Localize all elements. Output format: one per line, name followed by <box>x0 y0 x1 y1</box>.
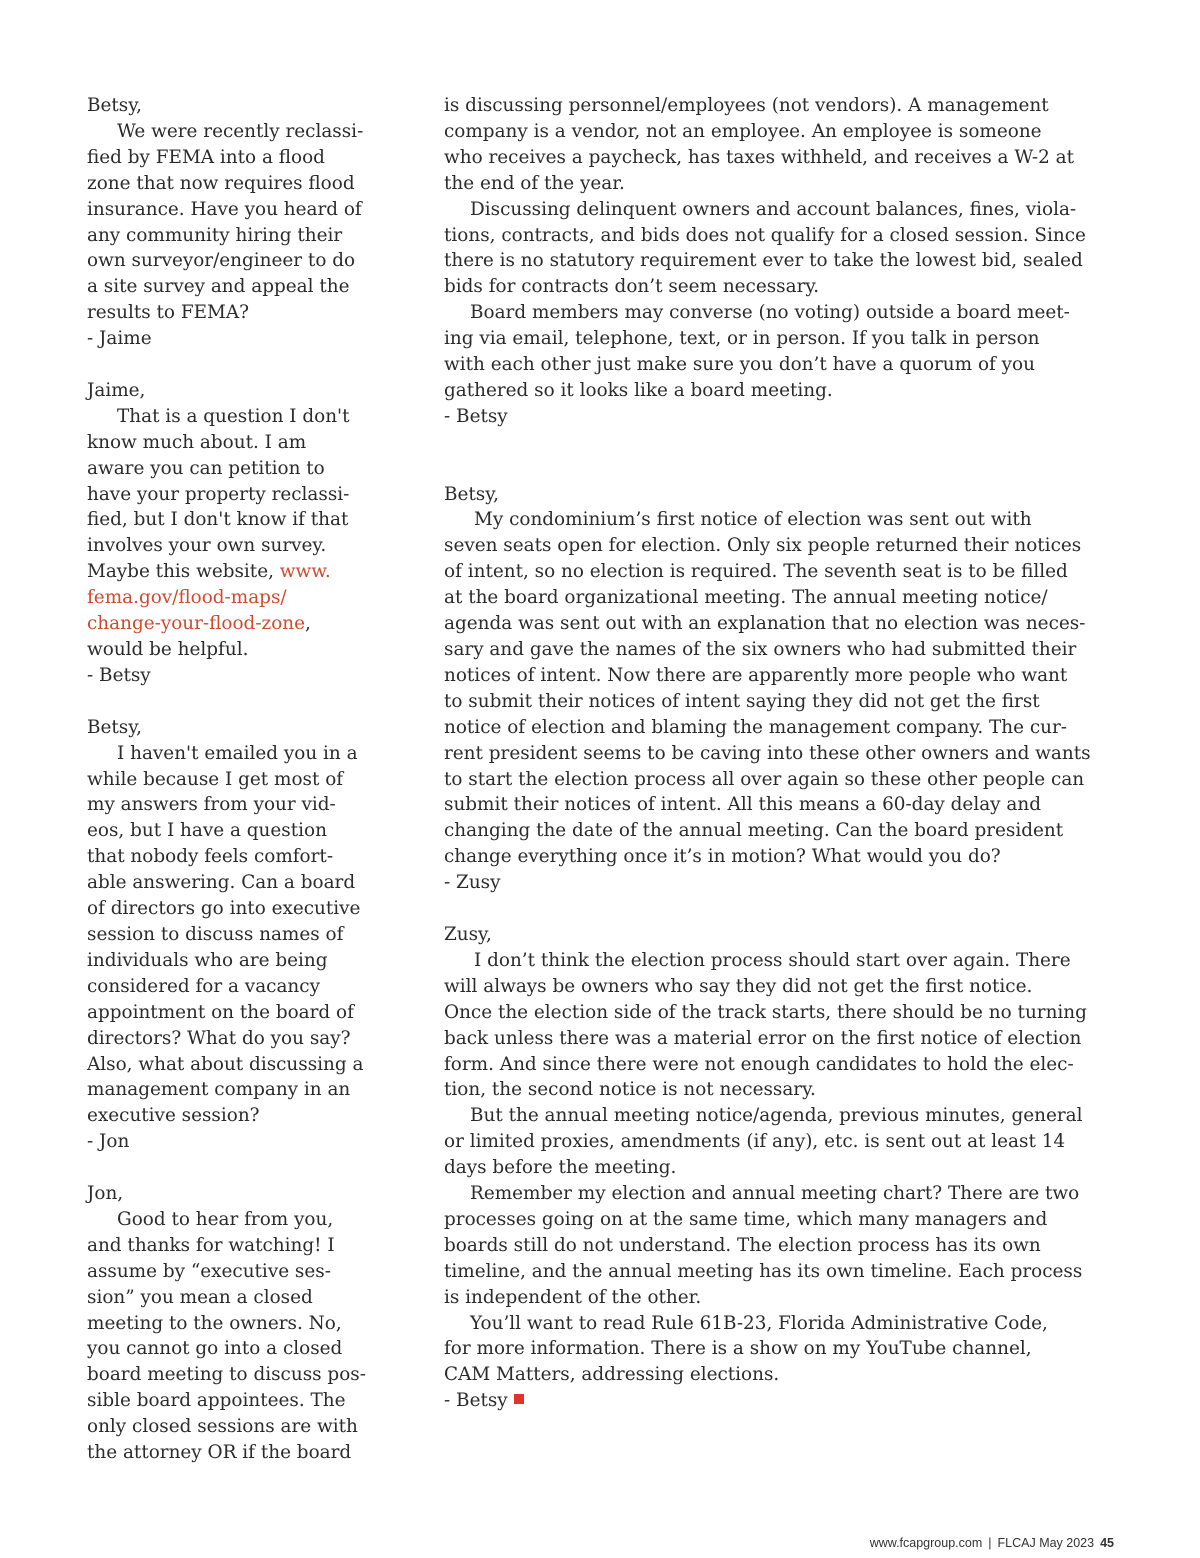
text-line: I don’t think the election process should start over again. There <box>474 949 1071 971</box>
letter-signature: - Jon <box>87 1131 130 1153</box>
text-span: Maybe this website, <box>87 561 280 583</box>
text-line: to start the election process all over again so these other people can <box>444 768 1085 790</box>
text-line: involves your own survey. <box>87 535 327 557</box>
text-line: eos, but I have a question <box>87 820 327 842</box>
text-line: session to discuss names of <box>87 923 344 945</box>
fema-link[interactable]: www. <box>279 561 331 583</box>
text-line: with each other just make sure you don’t have a quorum of you <box>444 354 1035 376</box>
text-line: aware you can petition to <box>87 457 325 479</box>
reply-continuation <box>444 93 1084 404</box>
text-line: able answering. Can a board <box>87 872 356 894</box>
text-line: CAM Matters, addressing elections. <box>444 1364 780 1386</box>
text-line: would be helpful. <box>87 639 249 661</box>
signature-text: - Betsy <box>444 1390 508 1412</box>
letter-body-zusy <box>444 507 1091 870</box>
text-line: sion” you mean a closed <box>87 1286 313 1308</box>
text-span: , <box>305 613 311 635</box>
letter-body-jon <box>87 741 377 1130</box>
text-line: and thanks for watching! I <box>87 1234 335 1256</box>
text-line: rent president seems to be caving into these other owners and wants <box>444 742 1091 764</box>
text-line: Board members may converse (no voting) outside a board meet- <box>470 302 1070 324</box>
reply-body-zusy <box>444 948 1087 1388</box>
text-line: results to FEMA? <box>87 302 249 324</box>
text-line: board meeting to discuss pos- <box>87 1364 366 1386</box>
letter-signature: - Zusy <box>444 872 501 894</box>
text-line: processes going on at the same time, which many managers and <box>444 1208 1048 1230</box>
text-line: while because I get most of <box>87 768 344 790</box>
text-line: submit their notices of intent. All this means a 60-day delay and <box>444 794 1041 816</box>
text-line: agenda was sent out with an explanation that no election was neces- <box>444 613 1086 635</box>
text-line: change everything once it’s in motion? What would you do? <box>444 846 1001 868</box>
text-line: bids for contracts don’t seem necessary. <box>444 276 820 298</box>
text-line: But the annual meeting notice/agenda, previous minutes, general <box>470 1105 1083 1127</box>
text-line: only closed sessions are with <box>87 1416 358 1438</box>
letter-body-jaime <box>87 119 377 326</box>
reply-signature <box>444 1388 1084 1414</box>
text-line: appointment on the board of <box>87 1001 354 1023</box>
text-line: seven seats open for election. Only six people returned their notices <box>444 535 1082 557</box>
reply-body-jon <box>87 1207 377 1466</box>
text-line <box>87 611 377 637</box>
text-line: of intent, so no election is required. The seventh seat is to be filled <box>444 561 1068 583</box>
text-line: considered for a vacancy <box>87 975 320 997</box>
text-line: who receives a paycheck, has taxes withheld, and receives a W-2 at <box>444 146 1075 168</box>
fema-link[interactable]: change-your-flood-zone <box>87 613 306 635</box>
reply-salutation: Jon, <box>87 1183 124 1205</box>
letter-salutation: Betsy, <box>87 95 143 116</box>
text-line: ing via email, telephone, text, or in person. If you talk in person <box>444 328 1040 350</box>
text-line: boards still do not understand. The election process has its own <box>444 1234 1041 1256</box>
text-line: notice of election and blaming the management company. The cur- <box>444 716 1068 738</box>
text-line: tion, the second notice is not necessary. <box>444 1079 816 1101</box>
text-line: zone that now requires flood <box>87 172 355 194</box>
text-line: executive session? <box>87 1105 260 1127</box>
text-line <box>87 585 377 611</box>
right-column <box>444 93 1091 1414</box>
text-line: My condominium’s first notice of election was sent out with <box>474 509 1032 531</box>
text-line: sible board appointees. The <box>87 1390 346 1412</box>
reply-salutation: Jaime, <box>87 379 146 401</box>
text-line: know much about. I am <box>87 431 307 453</box>
page-footer <box>0 1536 1114 1550</box>
text-line: fied by FEMA into a flood <box>87 146 325 168</box>
text-line: back unless there was a material error on the first notice of election <box>444 1027 1082 1049</box>
text-line: is discussing personnel/employees (not vendors). A management <box>444 95 1049 116</box>
footer-website: www.fcapgroup.com <box>869 1536 983 1550</box>
text-line: Good to hear from you, <box>117 1208 334 1230</box>
text-line: That is a question I don't <box>117 405 350 427</box>
text-line: the end of the year. <box>444 172 625 194</box>
end-of-article-square-icon <box>514 1394 524 1404</box>
text-line: at the board organizational meeting. The annual meeting notice/ <box>444 587 1048 609</box>
text-line: Remember my election and annual meeting chart? There are two <box>470 1183 1080 1205</box>
text-line: Discussing delinquent owners and account balances, fines, viola- <box>470 198 1077 220</box>
text-line: notices of intent. Now there are apparently more people who want <box>444 664 1068 686</box>
text-line: form. And since there were not enough candidates to hold the elec- <box>444 1053 1074 1075</box>
text-line: changing the date of the annual meeting. Can the board president <box>444 820 1064 842</box>
footer-publication: FLCAJ <box>997 1536 1036 1550</box>
text-line: Also, what about discussing a <box>87 1053 364 1075</box>
reply-signature: - Betsy <box>87 664 151 686</box>
left-column <box>87 93 377 1466</box>
text-line: directors? What do you say? <box>87 1027 351 1049</box>
text-line: sary and gave the names of the six owners who had submitted their <box>444 639 1077 661</box>
text-line: We were recently reclassi- <box>117 120 364 142</box>
text-line: my answers from your vid- <box>87 794 336 816</box>
text-line: will always be owners who say they did not get the first notice. <box>444 975 1033 997</box>
page-number: 45 <box>1100 1536 1114 1550</box>
letter-salutation: Betsy, <box>87 716 143 738</box>
text-line: you cannot go into a closed <box>87 1338 343 1360</box>
text-line: of directors go into executive <box>87 898 361 920</box>
text-line: gathered so it looks like a board meeting. <box>444 379 833 401</box>
text-line: there is no statutory requirement ever to take the lowest bid, sealed <box>444 250 1083 272</box>
text-line: for more information. There is a show on my YouTube channel, <box>444 1338 1032 1360</box>
fema-link[interactable]: fema.gov/flood-maps/ <box>87 587 287 609</box>
text-line: that nobody feels comfort- <box>87 846 334 868</box>
text-line: tions, contracts, and bids does not qualify for a closed session. Since <box>444 224 1086 246</box>
letter-salutation: Betsy, <box>444 483 500 505</box>
text-line: insurance. Have you heard of <box>87 198 362 220</box>
text-line: company is a vendor, not an employee. An employee is someone <box>444 120 1042 142</box>
reply-signature: - Betsy <box>444 405 508 427</box>
text-line: is independent of the other. <box>444 1286 702 1308</box>
text-line: management company in an <box>87 1079 351 1101</box>
text-line: any community hiring their <box>87 224 343 246</box>
text-line: have your property reclassi- <box>87 483 350 505</box>
text-line: timeline, and the annual meeting has its own timeline. Each process <box>444 1260 1083 1282</box>
text-line: or limited proxies, amendments (if any), etc. is sent out at least 14 <box>444 1131 1066 1153</box>
text-line: days before the meeting. <box>444 1157 677 1179</box>
text-line <box>87 559 377 585</box>
text-line: the attorney OR if the board <box>87 1442 352 1464</box>
reply-salutation: Zusy, <box>444 923 492 945</box>
text-line: You’ll want to read Rule 61B-23, Florida Administrative Code, <box>470 1312 1048 1334</box>
letter-signature: - Jaime <box>87 328 152 350</box>
text-line: a site survey and appeal the <box>87 276 350 298</box>
footer-issue: May 2023 <box>1039 1536 1095 1550</box>
reply-body-jaime <box>87 404 377 663</box>
text-line: assume by “executive ses- <box>87 1260 331 1282</box>
text-line: Once the election side of the track starts, there should be no turning <box>444 1001 1087 1023</box>
text-line: I haven't emailed you in a <box>117 742 358 764</box>
text-line: individuals who are being <box>87 949 328 971</box>
footer-divider: | <box>988 1536 992 1550</box>
text-line: to submit their notices of intent saying they did not get the first <box>444 690 1040 712</box>
text-line: own surveyor/engineer to do <box>87 250 356 272</box>
text-line: fied, but I don't know if that <box>87 509 349 531</box>
text-line: meeting to the owners. No, <box>87 1312 342 1334</box>
